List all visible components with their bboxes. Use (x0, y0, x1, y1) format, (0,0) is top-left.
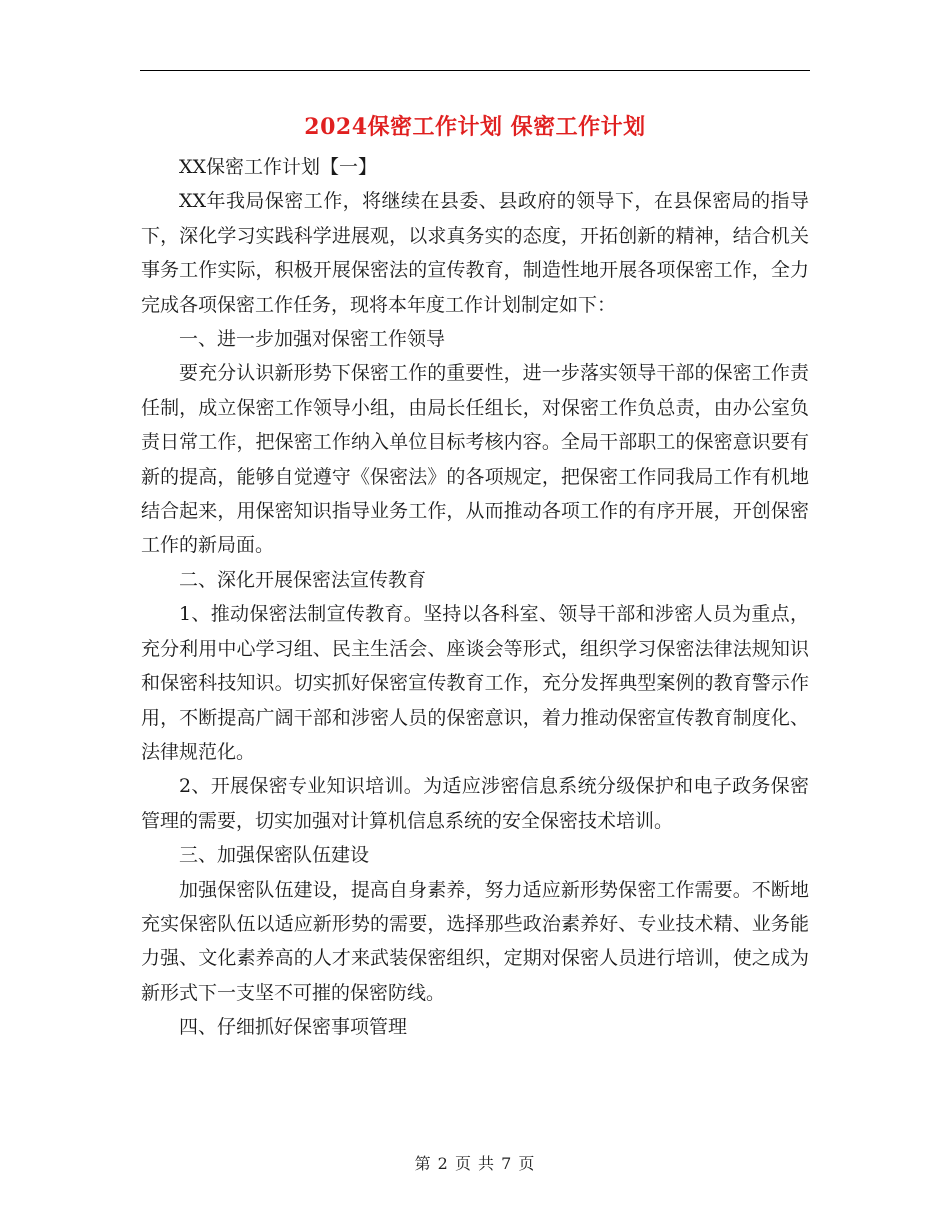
section-heading-4: 四、仔细抓好保密事项管理 (179, 1016, 408, 1039)
document-body (141, 150, 809, 1045)
header-rule (140, 70, 810, 71)
document-title: 2024保密工作计划 保密工作计划 (304, 114, 646, 140)
paragraph-intro: XX年我局保密工作，将继续在县委、县政府的领导下，在县保密局的指导下，深化学习实践科学进展观，以求真务实的态度，开拓创新的精神，结合机关事务工作实际，积极开展保密法的宣传教育，制造性地开展各项保密工作，全力完成各项保密工作任务，现将本年度工作计划制定如下： (141, 190, 809, 316)
paragraph-item-2-1: 1、推动保密法制宣传教育。坚持以各科室、领导干部和涉密人员为重点，充分利用中心学习组、民主生活会、座谈会等形式，组织学习保密法律法规知识和保密科技知识。切实抓好保密宣传教育工作，充分发挥典型案例的教育警示作用，不断提高广阔干部和涉密人员的保密意识，着力推动保密宣传教育制度化、法律规范化。 (141, 603, 809, 763)
section-heading-3: 三、加强保密队伍建设 (179, 844, 370, 867)
section-heading-1: 一、进一步加强对保密工作领导 (179, 328, 446, 351)
section-heading-2: 二、深化开展保密法宣传教育 (179, 568, 427, 591)
paragraph-item-2-2: 2、开展保密专业知识培训。为适应涉密信息系统分级保护和电子政务保密管理的需要，切实加强对计算机信息系统的安全保密技术培训。 (141, 775, 809, 832)
page-number: 第 2 页 共 7 页 (414, 1154, 536, 1173)
subheading-plan-one: XX保密工作计划【一】 (179, 156, 378, 178)
paragraph-section-1: 要充分认识新形势下保密工作的重要性，进一步落实领导干部的保密工作责任制，成立保密工作领导小组，由局长任组长，对保密工作负总责，由办公室负责日常工作，把保密工作纳入单位目标考核内容。全局干部职工的保密意识要有新的提高，能够自觉遵守《保密法》的各项规定，把保密工作同我局工作有机地结合起来，用保密知识指导业务工作，从而推动各项工作的有序开展，开创保密工作的新局面。 (141, 362, 809, 557)
paragraph-section-3: 加强保密队伍建设，提高自身素养，努力适应新形势保密工作需要。不断地充实保密队伍以适应新形势的需要，选择那些政治素养好、专业技术精、业务能力强、文化素养高的人才来武装保密组织，定期对保密人员进行培训，使之成为新形式下一支坚不可摧的保密防线。 (141, 878, 809, 1004)
